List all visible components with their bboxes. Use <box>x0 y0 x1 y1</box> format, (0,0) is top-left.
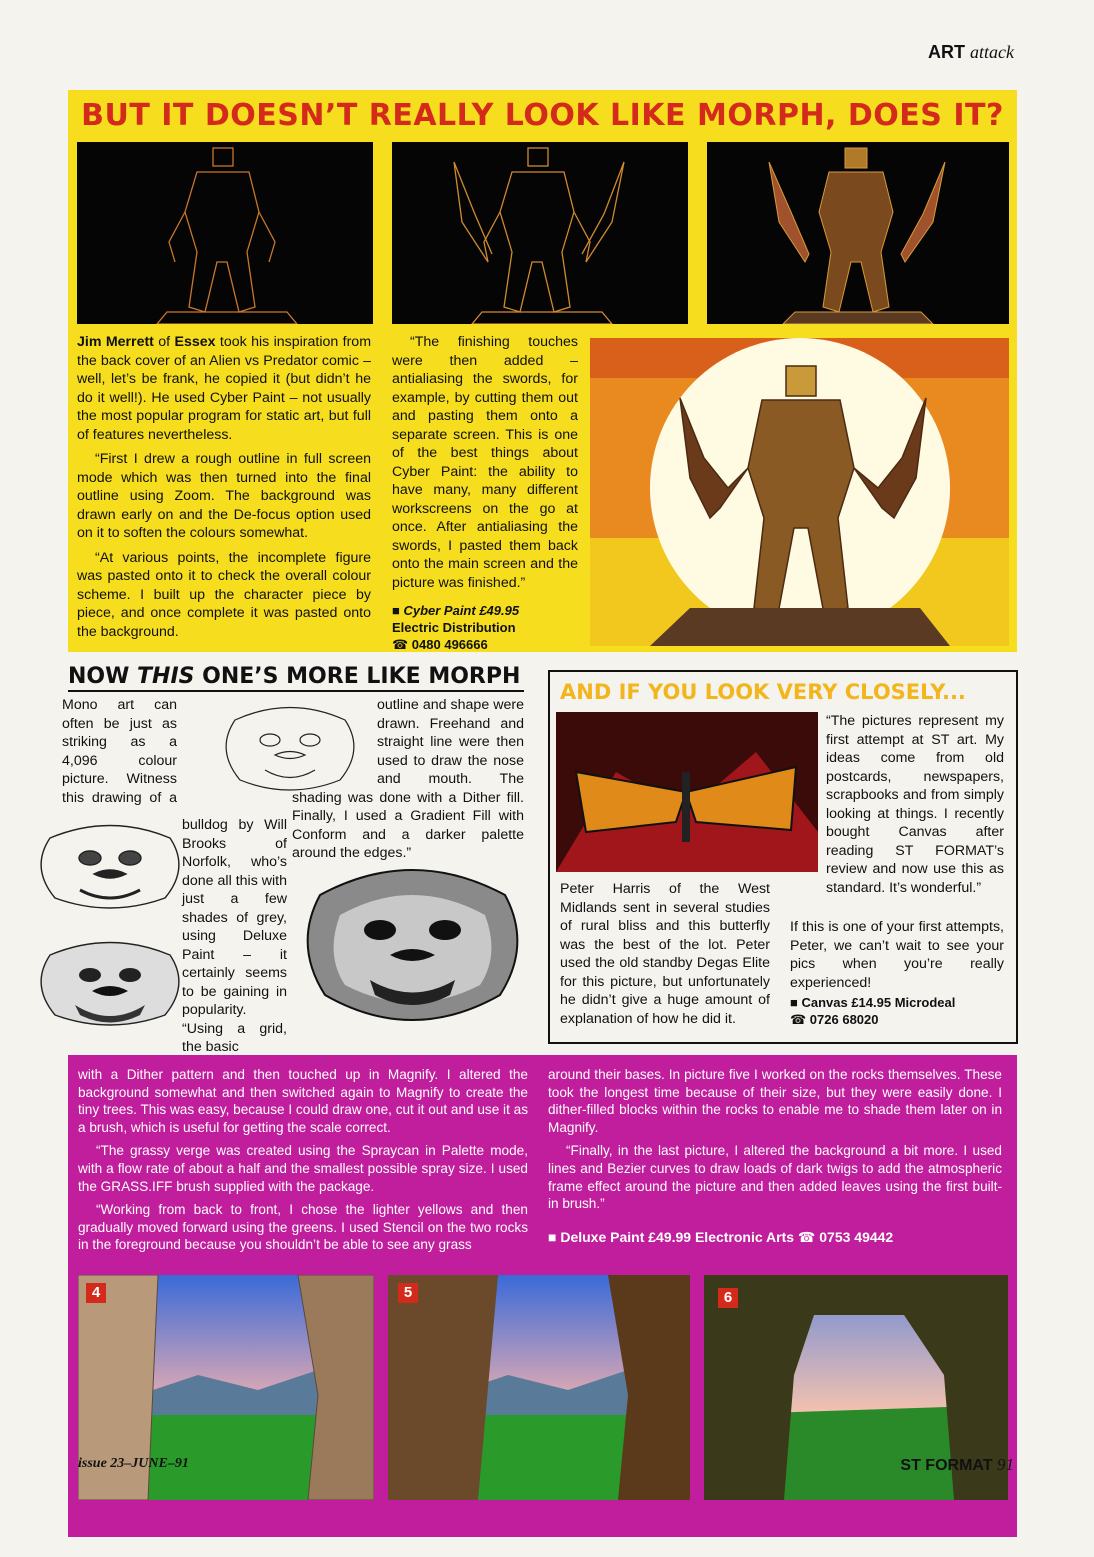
page-number: 91 <box>997 1455 1014 1474</box>
butterfly-title: AND IF YOU LOOK VERY CLOSELY... <box>560 680 966 704</box>
cyber-paint-credit <box>392 602 578 653</box>
landscape-text-4: around their bases. In picture five I worked on the rocks themselves. These took the longest time because of their size, but they were easily done. I dither-filled blocks within the rocks to enable me to shade them later on in Magnify. <box>548 1067 1002 1135</box>
bulldog-title-a: NOW <box>68 664 138 689</box>
landscape-text-3: “Working from back to front, I chose the lighter yellows and then gradually moved forward using the greens. I used Stencil on the two rocks in the foreground because you shouldn’t be able to see any grass <box>78 1202 528 1253</box>
issue-label: issue 23–JUNE–91 <box>78 1456 189 1471</box>
intro-text: took his inspiration from the back cover of an Alien vs Predator comic – well, let’s be frank, he copied it (but didn’t he do it well!). He used Cyber Paint – not usually the most popular program for static art, but full of features nevertheless. <box>77 334 372 443</box>
bulldog-outline-drawing <box>215 700 365 800</box>
morph-stage-1-image <box>77 142 373 324</box>
landscape-text-5: “Finally, in the last picture, I altered the background a bit more. I used lines and Bezier curves to draw loads of dark twigs to add the atmospheric frame effect around the picture and then added leaves using the first built-in brush.” <box>548 1143 1002 1212</box>
morph-column-1 <box>77 333 371 647</box>
credit-product: ■ Cyber Paint £49.95 <box>392 603 520 618</box>
section-header <box>928 42 1014 63</box>
section-sublabel: attack <box>970 42 1014 62</box>
landscape-text-2: “The grassy verge was created using the Spraycan in Palette mode, with a flow rate of about a half and the smallest possible spray size. I used the GRASS.IFF brush supplied with the package. <box>78 1143 528 1194</box>
stage-5-badge: 5 <box>398 1283 418 1303</box>
author-name: Jim Merrett <box>77 334 154 350</box>
bulldog-intro: Mono art can often be just as striking as a 4,096 colour picture. Witness this drawing of a bulldog by Will Brooks of Norfolk, who’s done all this with just a few shades of grey, using Deluxe Paint – it certainly seems to be gaining in popularity. “Using a grid, the basic <box>62 697 287 1055</box>
bulldog-quote: outline and shape were drawn. Freehand and straight line were then used to draw the nose and mouth. The shading was done with a Dither fill. Finally, I used a Gradient Fill with Conform and a darker palette around the edges.” <box>292 697 524 861</box>
deluxe-paint-credit: ■ Deluxe Paint £49.99 Electronic Arts ☎ 0753 49442 <box>548 1228 894 1245</box>
morph-title: BUT IT DOESN’T REALLY LOOK LIKE MORPH, DOES IT? <box>81 98 1004 133</box>
credit-company: Electric Distribution <box>392 620 516 635</box>
butterfly-reply: If this is one of your first attempts, Peter, we can’t wait to see your pics when you’re really experienced! <box>790 919 1004 991</box>
morph-intro-paragraph <box>77 333 371 444</box>
bulldog-final-drawing <box>300 855 525 1035</box>
morph-quote-1: “First I drew a rough outline in full screen mode which was then turned into the final outline using Zoom. The background was drawn early on and the De-focus option used on it to soften the colours somewhat. <box>77 451 371 541</box>
stage-6-badge: 6 <box>718 1288 738 1308</box>
bulldog-title <box>68 664 520 689</box>
canvas-credit-phone: ☎ 0726 68020 <box>790 1012 879 1027</box>
canvas-credit <box>790 994 1004 1028</box>
butterfly-image <box>556 712 818 872</box>
morph-stage-3-image <box>707 142 1009 324</box>
page-footer <box>900 1455 1014 1475</box>
bulldog-partial-drawing <box>30 818 190 918</box>
morph-stage-2-image <box>392 142 688 324</box>
morph-final-image <box>590 338 1009 646</box>
canvas-credit-product: ■ Canvas £14.95 Microdeal <box>790 995 956 1010</box>
stage-4-badge: 4 <box>86 1283 106 1303</box>
bulldog-title-b: ONE’S MORE LIKE MORPH <box>194 664 521 689</box>
landscape-column-2 <box>548 1066 1002 1246</box>
section-label: ART <box>928 42 965 62</box>
morph-quote-2: “At various points, the incomplete figure was pasted onto it to check the overall colour scheme. I built up the character piece by piece, and once complete it was pasted onto the background. <box>77 549 371 640</box>
credit-phone: ☎ 0480 496666 <box>392 637 488 652</box>
bulldog-title-em: THIS <box>137 664 195 689</box>
author-place: Essex <box>174 334 216 350</box>
bulldog-shaded-drawing <box>30 935 190 1035</box>
author-of: of <box>153 334 175 350</box>
butterfly-quote: “The pictures represent my first attempt at ST art. My ideas come from old postcards, newspapers, scrapbooks and from simply looking at things. I recently bought Canvas after reading ST FORMAT’s review and now use this as standard. It’s wonderful.” <box>826 713 1004 896</box>
bulldog-title-rule <box>68 690 524 692</box>
morph-column-2 <box>392 333 578 653</box>
landscape-column-1 <box>78 1066 528 1260</box>
landscape-text-1: with a Dither pattern and then touched up in Magnify. I altered the background somewhat and then switched again to Magnify to create the tiny trees. This was easy, because I could draw one, cut it out and use it as a brush, which is useful for getting the scale correct. <box>78 1067 528 1135</box>
landscape-stage-5-image <box>388 1275 690 1500</box>
magazine-name: ST FORMAT <box>900 1457 993 1474</box>
butterfly-caption: Peter Harris of the West Midlands sent in several studies of rural bliss and this butterfly was the best of the lot. Peter used the old standby Degas Elite for this picture, but unfortunately he didn’t give a huge amount of explanation of how he did it. <box>560 881 770 1027</box>
morph-quote-3: “The finishing touches were then added – antialiasing the swords, for example, by cutting them out and pasting them onto a separate screen. This is one of the best things about Cyber Paint: the ability to have many, many different workscreens on the go at once. After antialiasing the swords, I pasted them back onto the main screen and the picture was finished.” <box>392 334 578 591</box>
